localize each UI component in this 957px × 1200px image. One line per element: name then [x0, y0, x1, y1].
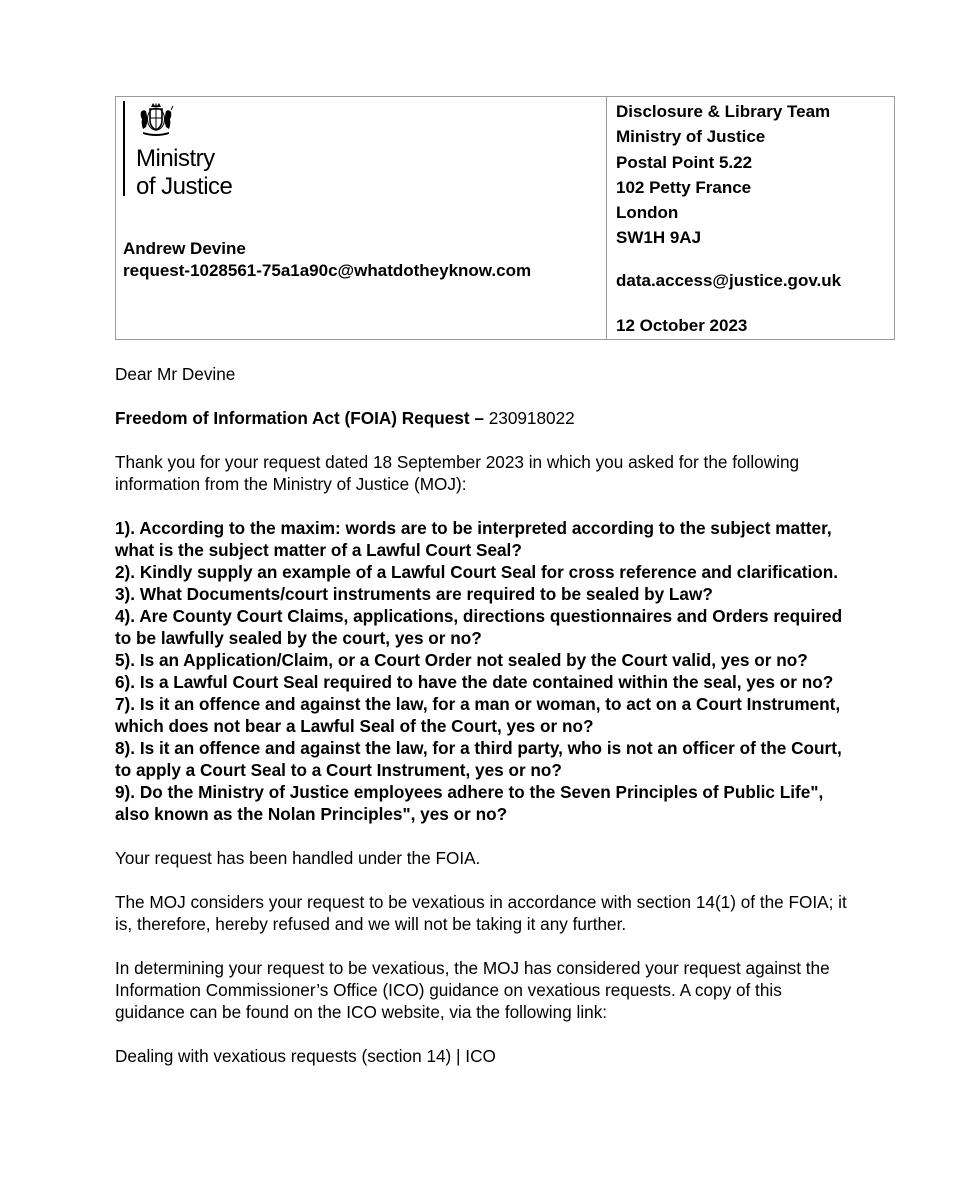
question-item: 3). What Documents/court instruments are required to be sealed by Law?: [115, 584, 713, 604]
address-line: Disclosure & Library Team: [616, 102, 831, 121]
vexatious-paragraph: The MOJ considers your request to be vexatious in accordance with section 14(1) of the FOIA; it is, therefore, hereby refused and we will not be taking it any further.: [115, 892, 847, 934]
address-line: SW1H 9AJ: [616, 228, 702, 248]
sender-address: [616, 99, 830, 251]
intro-paragraph: Thank you for your request dated 18 September 2023 in which you asked for the following information from the Ministry of Justice (MOJ):: [115, 452, 800, 494]
ico-guidance-link[interactable]: Dealing with vexatious requests (section 14) | ICO: [115, 1046, 496, 1066]
salutation: Dear Mr Devine: [115, 364, 236, 384]
letter-header-table: [115, 96, 895, 340]
request-heading-title: Freedom of Information Act (FOIA) Request –: [115, 408, 484, 428]
question-item: 4). Are County Court Claims, applications, directions questionnaires and Orders required to be lawfully sealed by the court, yes or no?: [115, 606, 843, 648]
question-item: 5). Is an Application/Claim, or a Court Order not sealed by the Court valid, yes or no?: [115, 650, 808, 670]
address-line: Postal Point 5.22: [616, 152, 753, 172]
handled-paragraph: Your request has been handled under the FOIA.: [115, 848, 481, 868]
request-reference-number: 230918022: [483, 408, 575, 428]
question-item: 7). Is it an offence and against the law, for a man or woman, to act on a Court Instrument, which does not bear a Lawful Seal of the Court, yes or no?: [115, 694, 841, 736]
royal-coat-of-arms-icon: [138, 102, 174, 136]
logo-wordmark-line-1: Ministry: [136, 145, 215, 172]
question-list: [115, 517, 855, 825]
sender-email: data.access@justice.gov.uk: [616, 271, 842, 290]
request-heading: [115, 407, 855, 429]
logo-divider-bar: [123, 101, 125, 196]
question-item: 1). According to the maxim: words are to be interpreted according to the subject matter, what is the subject matter of a Lawful Court Seal?: [115, 518, 832, 560]
letter-date: 12 October 2023: [616, 316, 748, 335]
logo-wordmark: [136, 145, 232, 201]
recipient-email: request-1028561-75a1a90c@whatdotheyknow.com: [123, 261, 532, 280]
recipient-name: Andrew Devine: [123, 239, 246, 258]
question-item: 6). Is a Lawful Court Seal required to have the date contained within the seal, yes or no?: [115, 672, 834, 692]
header-right-cell: [607, 97, 894, 339]
determining-paragraph: In determining your request to be vexatious, the MOJ has considered your request against the Information Commissioner’s Office (ICO) guidance on vexatious requests. A copy of this guidance can be found on the ICO website, via the following link:: [115, 958, 830, 1022]
recipient-block: [123, 238, 531, 282]
question-item: 9). Do the Ministry of Justice employees adhere to the Seven Principles of Public Life", also known as the Nolan Principles", yes or no?: [115, 782, 824, 824]
address-line: London: [616, 203, 679, 223]
logo-wordmark-line-2: of Justice: [136, 173, 233, 200]
question-item: 8). Is it an offence and against the law, for a third party, who is not an officer of the Court, to apply a Court Seal to a Court Instrument, yes or no?: [115, 738, 842, 780]
address-line: Ministry of Justice: [616, 127, 766, 147]
address-line: 102 Petty France: [616, 177, 752, 197]
letter-body: [115, 363, 855, 1067]
question-item: 2). Kindly supply an example of a Lawful Court Seal for cross reference and clarification.: [115, 562, 839, 582]
header-left-cell: [116, 97, 607, 339]
ministry-of-justice-logo: [123, 101, 283, 199]
